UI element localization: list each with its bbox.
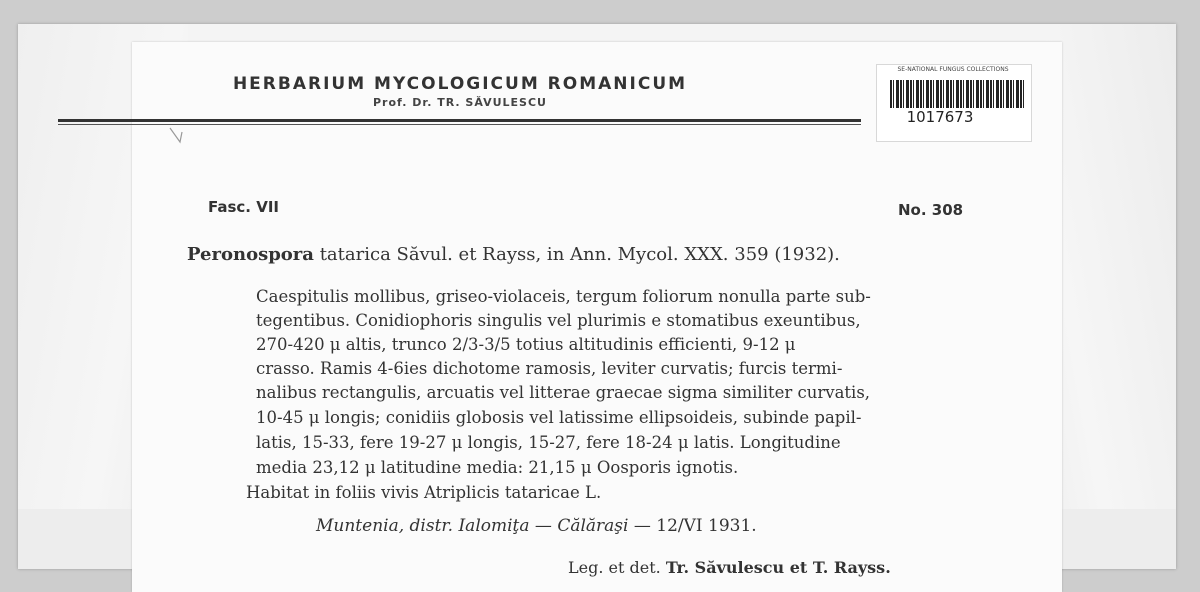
collectors-names: Tr. Săvulescu et T. Rayss. [665,558,891,577]
description-line: media 23,12 μ latitudine media: 21,15 μ Oosporis ignotis. [256,458,739,477]
barcode-institution: SE-NATIONAL FUNGUS COLLECTIONS [897,66,1009,73]
herbarium-subtitle: Prof. Dr. TR. SĂVULESCU [372,96,547,109]
description-line: nalibus rectangulis, arcuatis vel litterae graecae sigma similiter curvatis, [256,383,871,402]
barcode-icon [890,80,1024,108]
collectors [568,558,891,577]
header-rule-thin [58,124,861,125]
description-line: 10-45 μ longis; conidiis globosis vel latissime ellipsoideis, subinde papil- [256,408,862,427]
header-rule [58,119,861,122]
barcode-number: 1017673 [906,108,974,126]
description-line: 270-420 μ altis, trunco 2/3-3/5 totius altitudinis efficienti, 9-12 μ [256,335,796,354]
fascicle-label: Fasc. VII [208,198,280,216]
envelope-right-flap [1046,24,1176,569]
locality-region: Muntenia, distr. Ialomiţa — Călăraşi [316,516,629,536]
collection-date: — 12/VI 1931. [628,516,757,536]
habitat: Habitat in foliis vivis Atriplicis tataricae L. [246,483,602,502]
pencil-check-mark [168,124,190,148]
locality [316,516,757,536]
species-citation: tatarica Săvul. et Rayss, in Ann. Mycol. XXX. 359 (1932). [313,244,840,265]
herbarium-title: HERBARIUM MYCOLOGICUM ROMANICUM [232,74,688,94]
exsiccata-number: No. 308 [898,201,964,219]
genus-name: Peronospora [187,244,314,265]
description-line: crasso. Ramis 4-6ies dichotome ramosis, leviter curvatis; furcis termi- [256,359,843,378]
description-line: Caespitulis mollibus, griseo-violaceis, tergum foliorum nonulla parte sub- [256,287,871,306]
description-line: latis, 15-33, fere 19-27 μ longis, 15-27, fere 18-24 μ latis. Longitudine [256,433,841,452]
species-name [187,244,840,265]
description-line: tegentibus. Conidiophoris singulis vel plurimis e stomatibus exeuntibus, [256,311,861,330]
collectors-prefix: Leg. et det. [568,558,666,577]
